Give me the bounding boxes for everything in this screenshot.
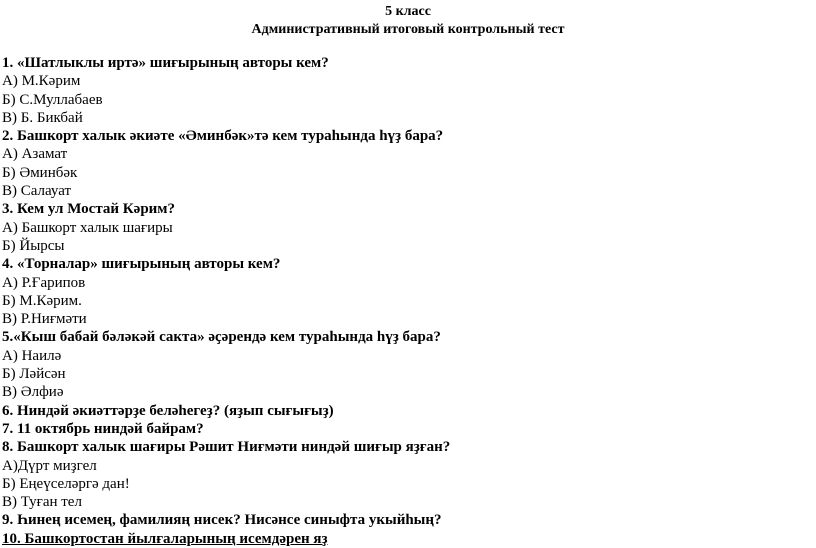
answer-option: Б) С.Муллабаев (2, 91, 103, 108)
question-text: 2. Башкорт халык әкиәте «Әминбәк»тә кем тураһында һүҙ бара? (2, 128, 444, 145)
answer-option: Б) Әминбәк (2, 164, 78, 181)
question-text: 9. Һинең исемең, фамилияң нисек? Нисәнсе синыфта укыйһың? (2, 512, 442, 529)
question-text: 8. Башкорт халык шағиры Рәшит Ниғмәти ниндәй шиғыр яҙған? (2, 439, 451, 456)
question-text: 7. 11 октябрь ниндәй байрам? (2, 420, 204, 437)
answer-option: А) Наилә (2, 347, 62, 364)
test-title: Административный итоговый контрольный тест (251, 22, 565, 37)
answer-option: Б) Ләйсән (2, 366, 66, 383)
answer-option: Б) Еңеүселәргә дан! (2, 475, 130, 492)
question-list (2, 54, 812, 548)
answer-option: В) Р.Ниғмәти (2, 311, 87, 328)
answer-option: В) Салауат (2, 183, 72, 200)
answer-option: А) Азамат (2, 146, 68, 163)
question-text: 10. Башкортостан йылғаларының исемдәрен яҙ (2, 530, 328, 547)
grade-heading: 5 класс (385, 4, 431, 19)
answer-option: В) Б. Бикбай (2, 109, 83, 126)
answer-option: В) Туған тел (2, 494, 82, 511)
answer-option: А) Башкорт халык шағиры (2, 219, 173, 236)
answer-option: Б) М.Кәрим. (2, 292, 82, 309)
question-text: 6. Ниндәй әкиәттәрҙе беләһегеҙ? (яҙып сығығыҙ) (2, 402, 334, 419)
answer-option: А) Р.Ғарипов (2, 274, 86, 291)
answer-option: В) Әлфиә (2, 384, 64, 401)
answer-option: А)Дүрт миҙгел (2, 457, 97, 474)
answer-option: Б) Йырсы (2, 237, 65, 254)
question-text: 5.«Кыш бабай бәләкәй сакта» әҫәрендә кем тураһында һүҙ бара? (2, 329, 441, 346)
question-text: 4. «Торналар» шиғырының авторы кем? (2, 256, 281, 273)
answer-option: А) М.Кәрим (2, 73, 81, 90)
question-text: 1. «Шатлыклы иртә» шиғырының авторы кем? (2, 55, 329, 71)
question-text: 3. Кем ул Мостай Кәрим? (2, 201, 176, 218)
